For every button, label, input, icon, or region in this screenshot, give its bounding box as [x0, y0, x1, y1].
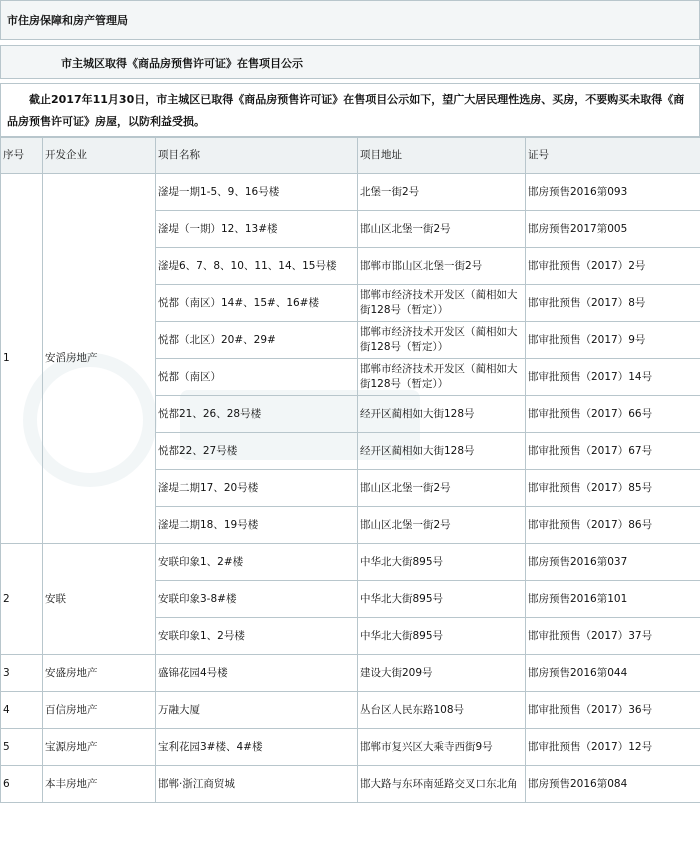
cell-project: 悦都（北区）20#、29# — [156, 322, 358, 359]
table-body — [1, 174, 700, 803]
cell-developer: 安联 — [43, 544, 156, 655]
cell-address: 邯山区北堡一街2号 — [358, 470, 526, 507]
cell-project: 邯郸·浙江商贸城 — [156, 766, 358, 803]
cell-permit: 邯审批预售（2017）9号 — [526, 322, 700, 359]
cell-permit: 邯房预售2017第005 — [526, 211, 700, 248]
cell-project: 安联印象1、2#楼 — [156, 544, 358, 581]
notice-body: 截止2017年11月30日，市主城区已取得《商品房预售许可证》在售项目公示如下，望广大居民理性选房、买房，不要购买未取得《商品房预售许可证》房屋，以防利益受损。 — [7, 93, 685, 128]
cell-project: 悦都（南区）14#、15#、16#楼 — [156, 285, 358, 322]
cell-permit: 邯房预售2016第044 — [526, 655, 700, 692]
cell-project: 滏堤二期17、20号楼 — [156, 470, 358, 507]
table-row — [1, 174, 700, 211]
cell-developer: 安盛房地产 — [43, 655, 156, 692]
cell-project: 悦都（南区） — [156, 359, 358, 396]
project-table — [0, 137, 700, 803]
table-row — [1, 655, 700, 692]
cell-address: 经开区蔺相如大街128号 — [358, 433, 526, 470]
cell-no: 4 — [1, 692, 43, 729]
cell-address: 丛台区人民东路108号 — [358, 692, 526, 729]
cell-permit: 邯审批预售（2017）8号 — [526, 285, 700, 322]
cell-permit: 邯房预售2016第093 — [526, 174, 700, 211]
notice-title-bar — [0, 45, 700, 79]
cell-permit: 邯审批预售（2017）67号 — [526, 433, 700, 470]
cell-permit: 邯房预售2016第084 — [526, 766, 700, 803]
cell-address: 中华北大街895号 — [358, 618, 526, 655]
cell-address: 邯郸市经济技术开发区（蔺相如大街128号（暂定）） — [358, 359, 526, 396]
cell-permit: 邯审批预售（2017）12号 — [526, 729, 700, 766]
table-header-row — [1, 138, 700, 174]
cell-permit: 邯房预售2016第101 — [526, 581, 700, 618]
cell-project: 滏堤6、7、8、10、11、14、15号楼 — [156, 248, 358, 285]
notice-body-box — [0, 83, 700, 137]
cell-project: 安联印象1、2号楼 — [156, 618, 358, 655]
cell-project: 滏堤（一期）12、13#楼 — [156, 211, 358, 248]
table-row — [1, 766, 700, 803]
cell-address: 邯山区北堡一街2号 — [358, 211, 526, 248]
cell-address: 中华北大街895号 — [358, 581, 526, 618]
table-row — [1, 729, 700, 766]
cell-address: 北堡一街2号 — [358, 174, 526, 211]
cell-address: 邯大路与东环南延路交叉口东北角 — [358, 766, 526, 803]
cell-developer: 本丰房地产 — [43, 766, 156, 803]
cell-no: 6 — [1, 766, 43, 803]
cell-developer: 宝源房地产 — [43, 729, 156, 766]
table-row — [1, 544, 700, 581]
cell-address: 邯郸市经济技术开发区（蔺相如大街128号（暂定）） — [358, 285, 526, 322]
cell-project: 宝利花园3#楼、4#楼 — [156, 729, 358, 766]
cell-address: 中华北大街895号 — [358, 544, 526, 581]
cell-project: 滏堤二期18、19号楼 — [156, 507, 358, 544]
cell-project: 安联印象3-8#楼 — [156, 581, 358, 618]
cell-project: 盛锦花园4号楼 — [156, 655, 358, 692]
cell-address: 邯山区北堡一街2号 — [358, 507, 526, 544]
cell-permit: 邯审批预售（2017）14号 — [526, 359, 700, 396]
cell-permit: 邯审批预售（2017）37号 — [526, 618, 700, 655]
cell-address: 建设大街209号 — [358, 655, 526, 692]
cell-no: 5 — [1, 729, 43, 766]
cell-permit: 邯审批预售（2017）2号 — [526, 248, 700, 285]
table-row — [1, 692, 700, 729]
org-title: 市住房保障和房产管理局 — [7, 14, 128, 27]
org-header — [0, 0, 700, 40]
cell-permit: 邯房预售2016第037 — [526, 544, 700, 581]
cell-no: 2 — [1, 544, 43, 655]
cell-address: 经开区蔺相如大街128号 — [358, 396, 526, 433]
notice-title: 市主城区取得《商品房预售许可证》在售项目公示 — [61, 57, 303, 70]
cell-project: 滏堤一期1-5、9、16号楼 — [156, 174, 358, 211]
cell-permit: 邯审批预售（2017）36号 — [526, 692, 700, 729]
col-header-project: 项目名称 — [156, 138, 358, 174]
cell-project: 万融大厦 — [156, 692, 358, 729]
cell-project: 悦都22、27号楼 — [156, 433, 358, 470]
cell-permit: 邯审批预售（2017）86号 — [526, 507, 700, 544]
cell-no: 3 — [1, 655, 43, 692]
cell-permit: 邯审批预售（2017）66号 — [526, 396, 700, 433]
cell-project: 悦都21、26、28号楼 — [156, 396, 358, 433]
cell-address: 邯郸市经济技术开发区（蔺相如大街128号（暂定）） — [358, 322, 526, 359]
cell-developer: 百信房地产 — [43, 692, 156, 729]
cell-no: 1 — [1, 174, 43, 544]
col-header-permit: 证号 — [526, 138, 700, 174]
col-header-developer: 开发企业 — [43, 138, 156, 174]
col-header-no: 序号 — [1, 138, 43, 174]
col-header-address: 项目地址 — [358, 138, 526, 174]
cell-developer: 安滔房地产 — [43, 174, 156, 544]
cell-address: 邯郸市邯山区北堡一街2号 — [358, 248, 526, 285]
cell-address: 邯郸市复兴区大乘寺西街9号 — [358, 729, 526, 766]
cell-permit: 邯审批预售（2017）85号 — [526, 470, 700, 507]
